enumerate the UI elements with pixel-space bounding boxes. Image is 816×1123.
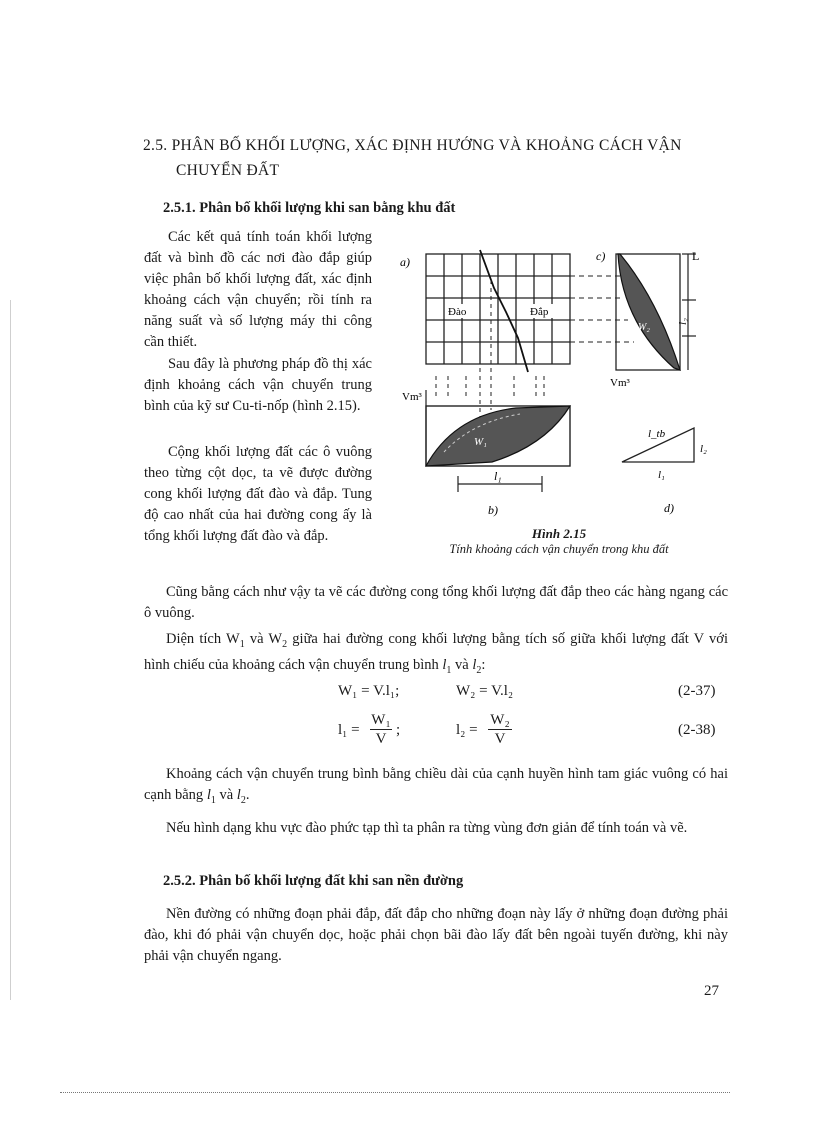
colon: : — [481, 656, 486, 673]
zero-line — [480, 250, 528, 372]
equation-2-38-number: (2-38) — [678, 722, 716, 738]
triangle-diagram-d — [622, 428, 707, 481]
figure-label-d-l2: l₂ — [700, 443, 707, 455]
figure-label-c: c) — [596, 249, 606, 263]
sub-1: 1 — [239, 638, 245, 650]
figure-label-dao: Đào — [448, 306, 467, 318]
area-w1 — [426, 406, 570, 466]
equation-2-38-fraction1 — [370, 712, 392, 748]
figure-label-a: a) — [400, 255, 410, 269]
paragraph-complex-area: Nếu hình dạng khu vực đào phức tạp thì ta phân ra từng vùng đơn giản để tính toán và vẽ. — [166, 820, 688, 836]
figure-label-d-l1: l₁ — [658, 469, 665, 481]
fraction1-numerator: W₁ — [371, 712, 391, 728]
para5-part-c: giữa hai đường cong khối lượng bằng tích số giữa khối lượng đất V với hình chiếu của khoảng cách vận chuyển trung bình — [144, 631, 728, 673]
equation-2-37-number: (2-37) — [678, 683, 716, 699]
page-number: 27 — [704, 983, 719, 999]
figure-label-d: d) — [664, 501, 674, 515]
curve-diagram-b — [426, 390, 570, 492]
equation-2-38-l2-label: l₂ = — [456, 722, 478, 738]
section-heading — [143, 133, 743, 183]
period: . — [245, 787, 250, 803]
figure-label-l2: l₂ — [677, 318, 689, 325]
para5-part-d: và — [451, 656, 473, 673]
fraction2-denominator: V — [494, 731, 506, 747]
figure-caption-title: Hình 2.15 — [531, 526, 587, 541]
equation-2-37-left: W₁ = V.l₁; — [338, 683, 400, 699]
paragraph-hypotenuse: Khoảng cách vận chuyển trung bình bằng chiều dài của cạnh huyền hình tam giác vuông có hai cạnh bằng $l_1$ và $l_2$. — [144, 766, 728, 806]
figure-label-l1: l₁ — [494, 469, 502, 483]
figure-label-w2: W₂ — [638, 322, 650, 333]
sub-para6-l1: 1 — [210, 794, 216, 806]
section-heading-line1: 2.5. PHÂN BỐ KHỐI LƯỢNG, XÁC ĐỊNH HƯỚNG VÀ KHOẢNG CÁCH VẬN — [143, 137, 682, 154]
paragraph-method: Sau đây là phương pháp đồ thị xác định khoảng cách vận chuyển trung bình của kỹ sư Cu-ti-nốp (hình 2.15). — [144, 356, 372, 414]
para6-part-b: và — [215, 787, 237, 803]
area-w2 — [618, 254, 680, 370]
figure-label-dap: Đắp — [530, 306, 549, 318]
figure-label-vm3-right: Vm³ — [610, 377, 630, 389]
paragraph-curves: Cộng khối lượng đất các ô vuông theo từng cột dọc, ta vẽ được đường cong khối lượng đất đào và đắp. Tung độ cao nhất của hai đường cong ấy là tổng khối lượng đất đào và đắp. — [144, 444, 372, 544]
figure-label-w1: W₁ — [474, 436, 487, 448]
figure-caption-text: Tính khoảng cách vận chuyển trong khu đất — [449, 542, 669, 556]
paragraph-road-bed: Nền đường có những đoạn phải đắp, đất đắp cho những đoạn này lấy ở những đoạn đường phải đào, khi đó phải vận chuyển dọc, hoặc phải chọn bãi đào lấy đất bên ngoài tuyến đường, khi này phải vận chuyển ngang. — [144, 906, 728, 964]
fraction2-numerator: W₂ — [488, 712, 512, 730]
para5-part-b: và W — [244, 631, 283, 647]
scan-left-edge — [10, 300, 11, 1000]
subsection-heading-2-5-2: 2.5.2. Phân bố khối lượng đất khi san nền đường — [163, 873, 464, 889]
subsection-heading-2-5-1: 2.5.1. Phân bố khối lượng khi san bằng khu đất — [163, 200, 456, 216]
equation-2-37-right: W₂ = V.l₂ — [456, 683, 514, 699]
scan-bottom-line — [60, 1092, 730, 1093]
paragraph-areas: Diện tích $W_1$ và $W_2$ giữa hai đường cong khối lượng bằng tích số giữa khối lượng đất V với hình chiếu của khoảng cách vận chuyển trung bình $l_1$ và $l_2$: — [144, 631, 728, 676]
figure-label-L: L — [692, 249, 700, 263]
fraction1-denominator: V — [375, 731, 387, 747]
equation-2-38-l1-label: l₁ = — [338, 722, 360, 738]
sub-l2: 2 — [476, 664, 482, 676]
sub-l1: 1 — [446, 664, 452, 676]
figure-label-vm3-left: Vm³ — [402, 391, 422, 403]
figure-caption — [404, 526, 714, 557]
para6-part-a: Khoảng cách vận chuyển trung bình bằng chiều dài của cạnh huyền hình tam giác vuông có hai cạnh bằng — [144, 766, 728, 803]
figure-label-b: b) — [488, 503, 498, 517]
curve-diagram-c — [616, 254, 696, 370]
figure-label-ltb: l_tb — [648, 428, 666, 440]
paragraph-horizontal-curves: Cũng bằng cách như vậy ta vẽ các đường cong tổng khối lượng đất đắp theo các hàng ngang các ô vuông. — [144, 584, 728, 621]
equation-2-38-separator: ; — [396, 722, 401, 738]
section-heading-line2: CHUYỂN ĐẤT — [176, 162, 280, 179]
paragraph-intro: Các kết quả tính toán khối lượng đất và bình đồ các nơi đào đắp giúp việc phân bố khối lượng đất, xác định khoảng cách vận chuyển; rồi tính ra năng suất và số lượng máy thi công cần thiết. — [144, 229, 372, 350]
sub-2: 2 — [282, 638, 288, 650]
figure-2-15 — [396, 240, 730, 522]
para5-part-a: Diện tích W — [166, 631, 240, 647]
equation-2-38-fraction2 — [488, 712, 512, 748]
sub-para6-l2: 2 — [240, 794, 246, 806]
